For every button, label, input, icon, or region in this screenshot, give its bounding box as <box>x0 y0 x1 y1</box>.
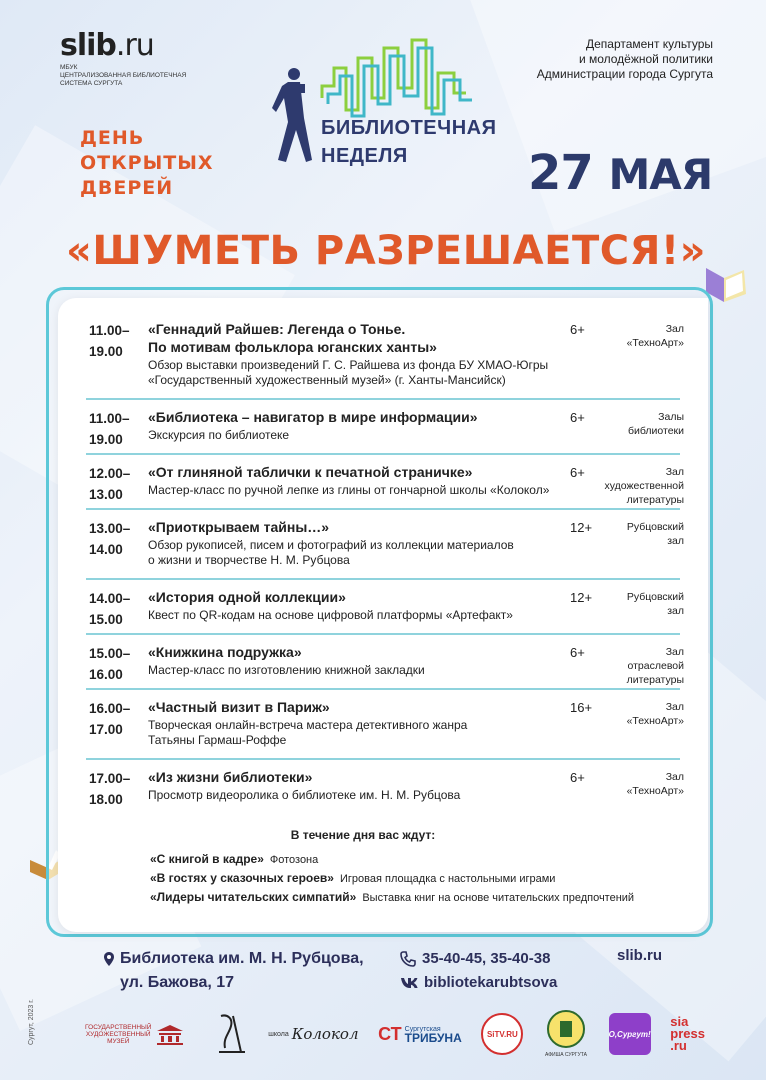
library-address: Библиотека им. М. Н. Рубцова, ул. Бажова, 17 <box>120 950 364 991</box>
extra-item: «С книгой в кадре» Фотозона <box>150 852 319 866</box>
event-row <box>86 760 684 813</box>
phone-icon <box>400 951 416 967</box>
department-name: Департамент культуры и молодёжной политики Администрации города Сургута <box>536 37 713 81</box>
extra-item: «В гостях у сказочных героев» Игровая площадка с настольными играми <box>150 871 556 885</box>
extras-section <box>58 828 708 907</box>
event-location: Зал художественной литературы <box>604 466 684 506</box>
event-time: 12.00– 13.00 <box>89 466 131 502</box>
event-title: «Книжкина подружка» <box>148 644 302 660</box>
age-rating: 16+ <box>570 700 593 715</box>
ink-figure-logo <box>215 1012 249 1056</box>
event-row <box>86 690 684 760</box>
event-location: Рубцовский зал <box>626 521 684 547</box>
website-link[interactable]: slib.ru <box>617 947 663 964</box>
event-description: Просмотр видеоролика о библиотеке им. Н. М. Рубцова <box>148 788 461 802</box>
event-time: 11.00– 19.00 <box>89 323 130 359</box>
logo-mark: slib <box>60 28 116 63</box>
event-time: 15.00– 16.00 <box>89 646 131 682</box>
o-surgut-logo: О,Сургут! <box>609 1013 651 1055</box>
age-rating: 6+ <box>570 465 585 480</box>
event-time: 14.00– 15.00 <box>89 591 131 627</box>
event-row <box>86 312 684 400</box>
event-list <box>58 312 708 813</box>
sitv-logo: SiTV.RU <box>481 1013 523 1055</box>
partner-logos <box>85 1010 705 1058</box>
logo-subtitle: МБУК ЦЕНТРАЛИЗОВАННАЯ БИБЛИОТЕЧНАЯ СИСТЕМА СУРГУТА <box>60 64 187 87</box>
event-location: Зал отраслевой литературы <box>626 646 684 686</box>
afisha-badge-icon <box>546 1009 586 1049</box>
open-day-heading: ДЕНЬ ОТКРЫТЫХ ДВЕРЕЙ <box>80 127 214 199</box>
contacts <box>400 947 557 995</box>
event-title: «Из жизни библиотеки» <box>148 769 313 785</box>
age-rating: 12+ <box>570 520 593 535</box>
event-date <box>528 145 712 201</box>
afisha-surgut-logo: АФИША СУРГУТА <box>543 1009 589 1060</box>
event-title: «История одной коллекции» <box>148 589 346 605</box>
museum-logo: ГОСУДАРСТВЕННЫЙ ХУДОЖЕСТВЕННЫЙ МУЗЕЙ <box>85 1023 195 1045</box>
age-rating: 12+ <box>570 590 593 605</box>
logo-tld: .ru <box>115 28 154 63</box>
event-row <box>86 580 684 635</box>
event-description: Квест по QR-кодам на основе цифровой платформы «Артефакт» <box>148 608 513 622</box>
event-row <box>86 635 684 690</box>
event-description: Экскурсия по библиотеке <box>148 428 290 442</box>
slib-logo <box>60 30 210 88</box>
year-note: Сургут, 2023 г. <box>28 999 35 1045</box>
program-panel <box>58 298 708 932</box>
age-rating: 6+ <box>570 322 585 337</box>
age-rating: 6+ <box>570 645 585 660</box>
age-rating: 6+ <box>570 770 585 785</box>
event-location: Зал «ТехноАрт» <box>626 701 684 727</box>
event-time: 13.00– 14.00 <box>89 521 131 557</box>
vk-handle[interactable]: bibliotekarubtsova <box>424 974 558 991</box>
event-row <box>86 455 684 510</box>
event-title: «Приоткрываем тайны…» <box>148 519 330 535</box>
event-description: Мастер-класс по изготовлению книжной закладки <box>148 663 425 677</box>
vk-icon <box>400 977 418 989</box>
event-description: Обзор рукописей, писем и фотографий из коллекции материалов о жизни и творчестве Н. М. Рубцова <box>148 538 514 567</box>
event-title: «Библиотека – навигатор в мире информации» <box>148 409 478 425</box>
event-time: 11.00– 19.00 <box>89 411 130 447</box>
age-rating: 6+ <box>570 410 585 425</box>
event-description: Обзор выставки произведений Г. С. Райшева из фонда БУ ХМАО-Югры «Государственный художественный музей» (г. Ханты-Мансийск) <box>148 358 549 387</box>
event-description: Творческая онлайн-встреча мастера детективного жанра Татьяны Гармаш-Роффе <box>148 718 468 747</box>
event-location: Залы библиотеки <box>627 411 684 437</box>
event-title: «Частный визит в Париж» <box>148 699 330 715</box>
event-location: Зал «ТехноАрт» <box>626 323 684 349</box>
slogan: «ШУМЕТЬ РАЗРЕШАЕТСЯ!» <box>66 228 706 274</box>
tribuna-mark-icon: СТ <box>378 1023 402 1044</box>
walking-reader-icon <box>272 68 312 162</box>
event-description: Мастер-класс по ручной лепке из глины от гончарной школы «Колокол» <box>148 483 550 497</box>
event-location: Зал «ТехноАрт» <box>626 771 684 797</box>
event-time: 16.00– 17.00 <box>89 701 131 737</box>
surgut-tribuna-logo: СТ Сургутская ТРИБУНА <box>378 1023 462 1045</box>
date-month: МАЯ <box>608 150 713 199</box>
museum-building-icon <box>155 1023 185 1045</box>
event-row <box>86 510 684 580</box>
siapress-logo: sia press .ru <box>670 1014 705 1053</box>
date-day: 27 <box>528 145 593 201</box>
event-row <box>86 400 684 455</box>
event-time: 17.00– 18.00 <box>89 771 131 807</box>
event-title: «Геннадий Райшев: Легенда о Тонье. По мотивам фольклора юганских ханты» <box>148 321 437 355</box>
event-title: «От глиняной таблички к печатной страничке» <box>148 464 473 480</box>
phone-numbers: 35-40-45, 35-40-38 <box>422 950 551 967</box>
event-location: Рубцовский зал <box>626 591 684 617</box>
extras-heading: В течение дня вас ждут: <box>290 828 436 842</box>
library-week-label: БИБЛИОТЕЧНАЯ НЕДЕЛЯ <box>321 117 497 167</box>
extra-item: «Лидеры читательских симпатий» Выставка книг на основе читательских предпочтений <box>150 890 635 904</box>
kolokol-school-logo: школа Колокол <box>268 1024 359 1043</box>
